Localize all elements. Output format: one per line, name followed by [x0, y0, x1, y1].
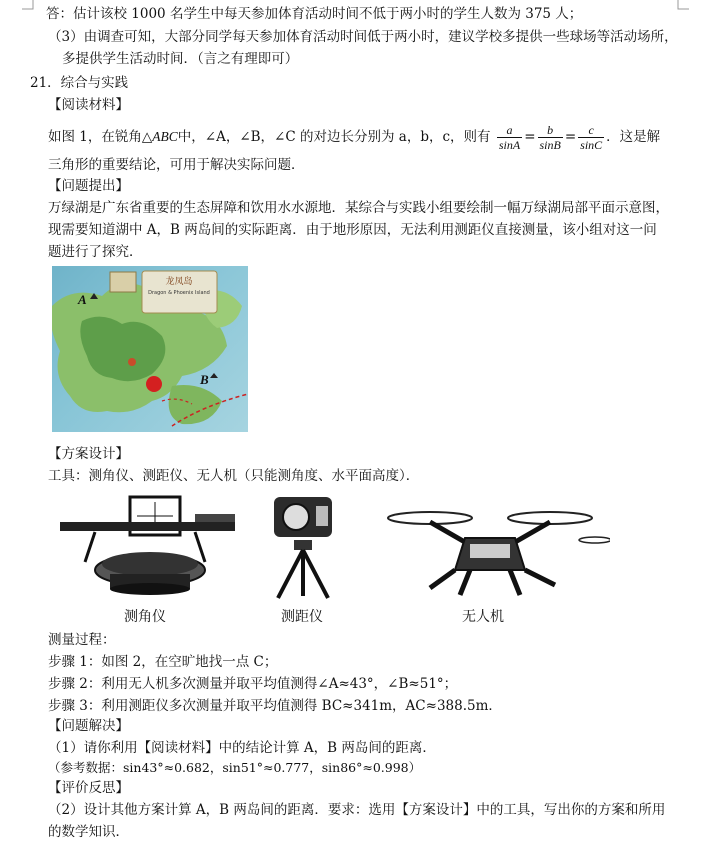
problem-header: 【问题提出】 [48, 178, 129, 194]
solve-q1-line: （1）请你利用【阅读材料】中的结论计算 A，B 两岛间的距离． [48, 740, 436, 756]
frac-a-num: a [497, 123, 522, 138]
reading-text-mid: 中，∠A，∠B，∠C 的对边长分别为 a，b，c，则有 [177, 129, 491, 145]
map-label-a: A [78, 292, 87, 307]
frac-c-den: sinC [580, 138, 603, 152]
drone-illustration [370, 500, 610, 605]
tool-label-rangefinder: 测距仪 [281, 609, 323, 625]
tool-label-angle-meter: 测角仪 [124, 609, 166, 625]
map-label-b: B [200, 372, 209, 387]
problem-line1: 万绿湖是广东省重要的生态屏障和饮用水水源地．某综合与实践小组要绘制一幅万绿湖局部平面示意图， [48, 200, 669, 216]
map-title: 龙凤岛 [165, 277, 193, 287]
tool-label-drone: 无人机 [462, 609, 504, 625]
reading-header: 【阅读材料】 [48, 97, 129, 113]
q21-title: 21．综合与实践 [30, 75, 129, 91]
frac-a-den: sinA [498, 138, 521, 152]
design-header: 【方案设计】 [48, 446, 129, 462]
reading-text-pre: 如图 1，在锐角△ [48, 129, 153, 145]
fraction-b-over-sinb [538, 123, 563, 152]
fraction-c-over-sinc [578, 123, 604, 152]
problem-line2: 现需要知道湖中 A，B 两岛间的实际距离．由于地形原因，无法利用测距仪直接测量，该小组对这一问 [48, 222, 657, 238]
part3-line2: 多提供学生活动时间．（言之有理即可） [62, 51, 299, 67]
reading-formula-line: 如图 1，在锐角△ABC中，∠A，∠B，∠C 的对边长分别为 a，b，c，则有 $\frac{a}{\sin A}$ = $\frac{b}{\sin B}$ = $\frac{c}{\sin C}$ ．这是解 [48, 123, 661, 152]
triangle-abc: ABC [152, 129, 178, 144]
map-subtitle: Dragon & Phoenix Island [148, 290, 210, 296]
corner-mark-left [22, 0, 34, 10]
angle-meter-illustration [55, 492, 240, 597]
part3-line1: （3）由调查可知，大部分同学每天参加体育活动时间低于两小时，建议学校多提供一些球场等活动场所， [48, 29, 678, 45]
frac-c-num: c [578, 123, 604, 138]
reflect-q2-line2: 的数学知识． [48, 824, 129, 840]
reflect-header: 【评价反思】 [48, 780, 129, 796]
answer-line: 答：估计该校 1000 名学生中每天参加体育活动时间不低于两小时的学生人数为 375 人； [46, 6, 583, 22]
solve-header: 【问题解决】 [48, 718, 129, 734]
reflect-q2-line1: （2）设计其他方案计算 A，B 两岛间的距离．要求：选用【方案设计】中的工具，写出你的方案和所用 [48, 802, 666, 818]
reading-line2: 三角形的重要结论，可用于解决实际问题． [48, 157, 305, 173]
frac-b-den: sinB [539, 138, 561, 152]
step1-line: 步骤 1：如图 2，在空旷地找一点 C； [48, 654, 278, 670]
lake-map-drawing [52, 266, 248, 432]
lake-map-image [52, 266, 248, 432]
process-header: 测量过程： [48, 632, 116, 648]
problem-line3: 题进行了探究． [48, 244, 143, 260]
fraction-a-over-sina [497, 123, 522, 152]
rangefinder-illustration [266, 492, 346, 600]
tools-line: 工具：测角仪、测距仪、无人机（只能测角度、水平面高度）． [48, 468, 420, 484]
step3-line: 步骤 3：利用测距仪多次测量并取平均值测得 BC≈341m，AC≈388.5m． [48, 698, 502, 714]
frac-b-num: b [538, 123, 563, 138]
reference-data-line: （参考数据：sin43°≈0.682，sin51°≈0.777，sin86°≈0.998） [48, 760, 422, 775]
reading-text-post: ．这是解 [606, 129, 661, 145]
step2-line: 步骤 2：利用无人机多次测量并取平均值测得∠A≈43°，∠B≈51°； [48, 676, 458, 692]
corner-mark-right [677, 0, 689, 10]
